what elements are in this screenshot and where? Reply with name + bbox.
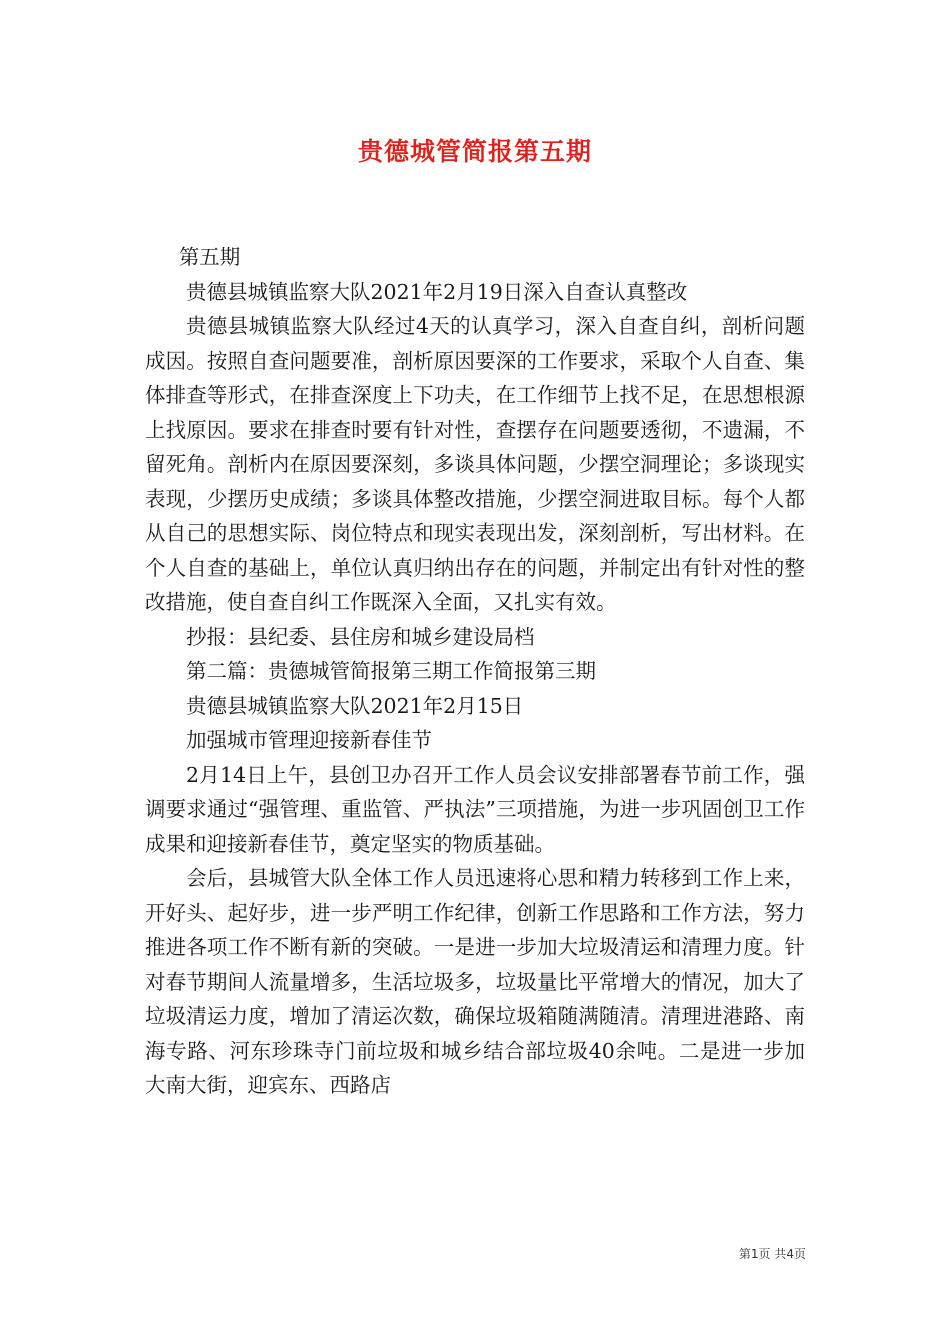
paragraph-cc-list: 抄报：县纪委、县住房和城乡建设局档 <box>186 624 535 649</box>
document-body <box>145 240 805 1103</box>
issue-label: 第五期 <box>178 245 241 269</box>
paragraph-date-line: 贵德县城镇监察大队2021年2月15日 <box>186 693 524 718</box>
paragraph-second-article-title: 第二篇：贵德城管简报第三期工作简报第三期 <box>186 659 596 683</box>
paragraph-work-progress: 会后，县城管大队全体工作人员迅速将心思和精力转移到工作上来，开好头、起好步，进一步严明工作纪律，创新工作思路和工作方法，努力推进各项工作不断有新的突破。一是进一步加大垃圾清运和清理力度。针对春节期间人流量增多，生活垃圾多，垃圾量比平常增大的情况，加大了垃圾清运力度，增加了清运次数，确保垃圾箱随满随清。清理进港路、南海专路、河东珍珠寺门前垃圾和城乡结合部垃圾40余吨。二是进一步加大南大街，迎宾东、西路店 <box>145 866 805 1097</box>
page-footer: 第1页 共4页 <box>738 1247 806 1261</box>
document-title: 贵德城管简报第五期 <box>357 137 592 166</box>
paragraph-meeting: 2月14日上午，县创卫办召开工作人员会议安排部署春节前工作，强调要求通过“强管理、重监管、严执法”三项措施，为进一步巩固创卫工作成果和迎接新春佳节，奠定坚实的物质基础。 <box>145 762 805 856</box>
paragraph-headline-1: 贵德县城镇监察大队2021年2月19日深入自查认真整改 <box>186 279 688 304</box>
paragraph-headline-2: 加强城市管理迎接新春佳节 <box>186 728 432 752</box>
paragraph-self-inspection: 贵德县城镇监察大队经过4天的认真学习，深入自查自纠，剖析问题成因。按照自查问题要准，剖析原因要深的工作要求，采取个人自查、集体排查等形式，在排查深度上下功夫，在工作细节上找不足，在思想根源上找原因。要求在排查时要有针对性，查摆存在问题要透彻，不遗漏，不留死角。剖析内在原因要深刻，多谈具体问题，少摆空洞理论；多谈现实表现，少摆历史成绩；多谈具体整改措施，少摆空洞进取目标。每个人都从自己的思想实际、岗位特点和现实表现出发，深刻剖析，写出材料。在个人自查的基础上，单位认真归纳出存在的问题，并制定出有针对性的整改措施，使自查自纠工作既深入全面，又扎实有效。 <box>145 314 805 614</box>
